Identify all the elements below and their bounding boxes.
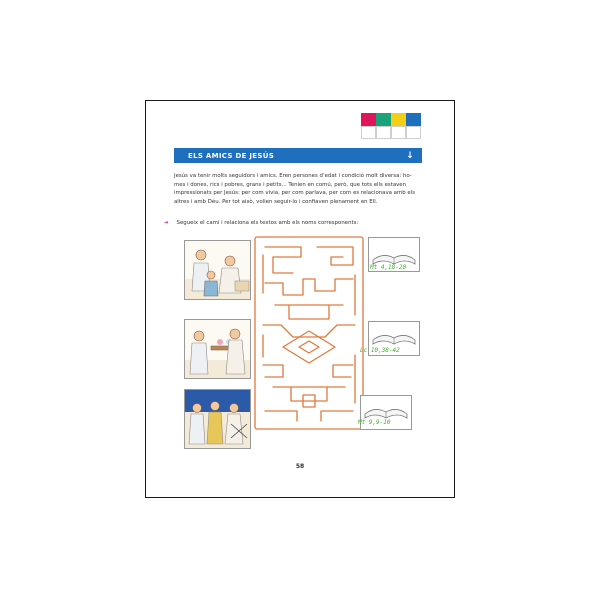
intro-text xyxy=(174,172,424,206)
reference-2: Lc 10,38-42 xyxy=(360,347,400,354)
illustration-scene-tax-collector xyxy=(184,389,251,449)
swatch-empty xyxy=(391,126,406,139)
swatch-empty xyxy=(376,126,391,139)
swatch-magenta xyxy=(361,113,376,126)
maze xyxy=(253,235,365,431)
swatch-green xyxy=(376,113,391,126)
swatch-yellow xyxy=(391,113,406,126)
illustration-scene-martha-mary xyxy=(184,319,251,379)
swatch-blue xyxy=(406,113,421,126)
swatch-empty xyxy=(406,126,421,139)
reference-3: Mt 9,9-10 xyxy=(358,419,391,426)
page-number: 58 xyxy=(295,463,305,470)
arrow-down-icon: ↓ xyxy=(406,150,414,161)
instruction-text: Segueix el camí i relaciona els textos amb els noms corresponents: xyxy=(176,220,359,226)
intro-line: mes i dones, rics i pobres, grans i petits... Tenien en comú, però, que tots ells estaven xyxy=(174,181,407,188)
illustration-scene-fishermen xyxy=(184,240,251,300)
section-title: ELS AMICS DE JESÚS xyxy=(188,151,275,160)
arrow-right-icon: ➔ xyxy=(164,220,169,226)
color-swatch-grid xyxy=(361,113,421,139)
swatch-empty xyxy=(361,126,376,139)
intro-line: altres i amb Déu. Per tot això, volien seguir-lo i confiaven plenament en Ell. xyxy=(174,198,378,205)
workbook-page xyxy=(145,100,455,498)
reference-1: Mt 4,18-20 xyxy=(370,264,407,271)
exercise-instruction xyxy=(164,220,358,226)
section-banner xyxy=(174,148,422,163)
intro-line: impressionats per Jesús: per com vivia, per com parlava, per com es relacionava amb els xyxy=(174,190,415,197)
intro-line: Jesús va tenir molts seguidors i amics. Eren persones d’edat i condició molt diversa: ho- xyxy=(174,173,412,179)
